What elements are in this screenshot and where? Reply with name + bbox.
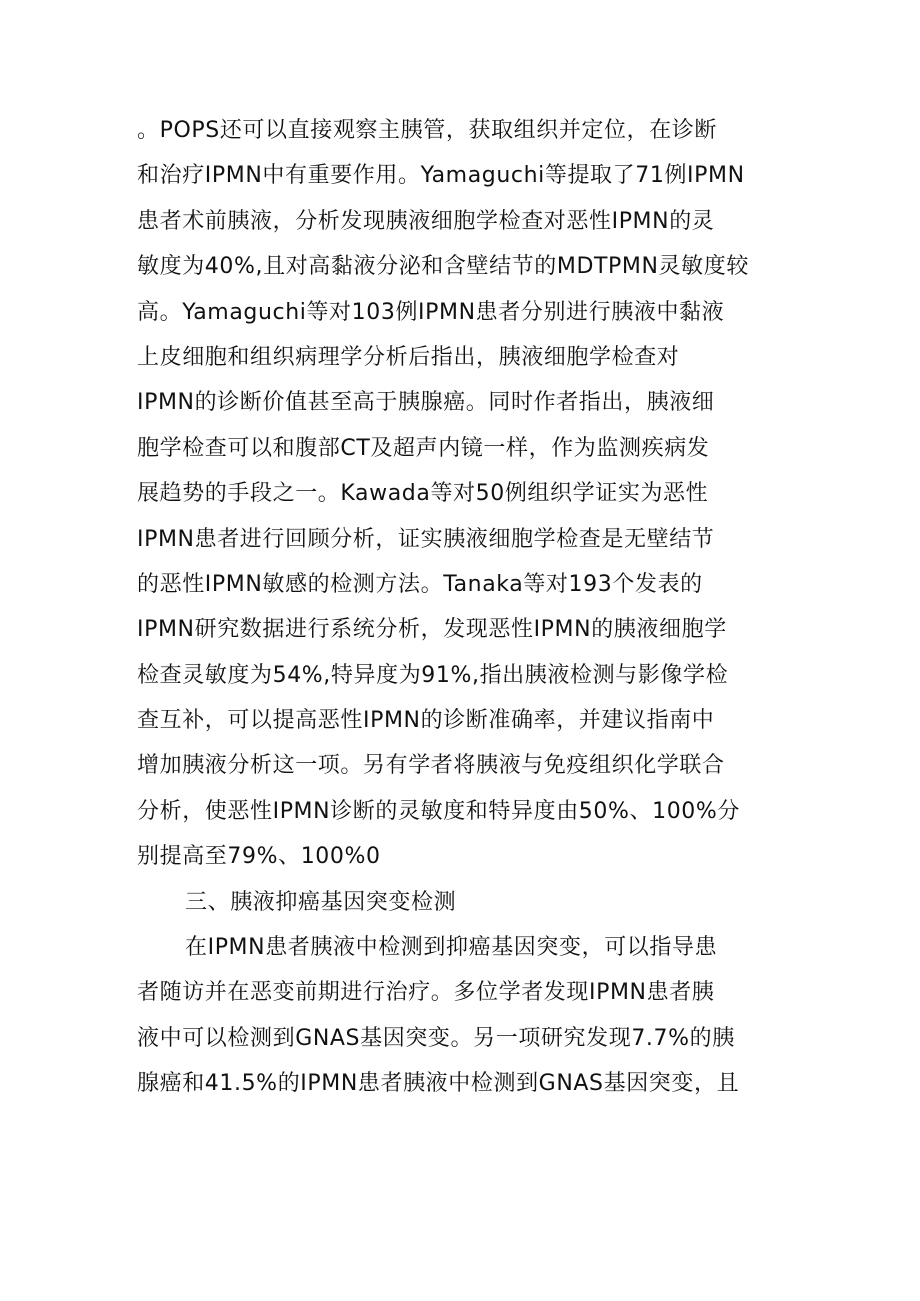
text-line: IPMN患者进行回顾分析，证实胰液细胞学检查是无壁结节 xyxy=(137,526,715,552)
text-line: 和治疗IPMN中有重要作用。Yamaguchi等提取了71例IPMN xyxy=(137,163,745,189)
text-line: 高。Yamaguchi等对103例IPMN患者分别进行胰液中黏液 xyxy=(137,299,725,325)
text-line: 液中可以检测到GNAS基因突变。另一项研究发现7.7%的胰 xyxy=(137,1025,735,1051)
text-line: 增加胰液分析这一项。另有学者将胰液与免疫组织化学联合 xyxy=(137,753,725,779)
text-line: 患者术前胰液，分析发现胰液细胞学检查对恶性IPMN的灵 xyxy=(137,208,715,234)
text-line: 的恶性IPMN敏感的检测方法。Tanaka等对193个发表的 xyxy=(137,571,703,597)
text-line: 上皮细胞和组织病理学分析后指出，胰液细胞学检查对 xyxy=(137,344,680,370)
body-text xyxy=(137,108,787,1107)
text-line: 展趋势的手段之一。Kawada等对50例组织学证实为恶性 xyxy=(137,481,709,507)
text-line: 胞学检查可以和腹部CT及超声内镜一样，作为监测疾病发 xyxy=(137,435,710,461)
section-heading: 三、胰液抑癌基因突变检测 xyxy=(185,889,457,915)
text-line: 别提高至79%、100%0 xyxy=(137,844,381,870)
text-line: 者随访并在恶变前期进行治疗。多位学者发现IPMN患者胰 xyxy=(137,980,715,1006)
text-line: 检查灵敏度为54%,特异度为91%,指出胰液检测与影像学检 xyxy=(137,662,729,688)
text-line: 敏度为40%,且对高黏液分泌和含壁结节的MDTPMN灵敏度较 xyxy=(137,254,749,280)
text-line: 腺癌和41.5%的IPMN患者胰液中检测到GNAS基因突变，且 xyxy=(137,1071,740,1097)
text-line: IPMN研究数据进行系统分析，发现恶性IPMN的胰液细胞学 xyxy=(137,617,727,643)
text-line: 。POPS还可以直接观察主胰管，获取组织并定位，在诊断 xyxy=(137,118,718,143)
text-line: 查互补，可以提高恶性IPMN的诊断准确率，并建议指南中 xyxy=(137,708,715,734)
text-line: IPMN的诊断价值甚至高于胰腺癌。同时作者指出，胰液细 xyxy=(137,390,715,416)
paragraph-first-line: 在IPMN患者胰液中检测到抑癌基因突变，可以指导患 xyxy=(185,935,718,961)
text-line: 分析，使恶性IPMN诊断的灵敏度和特异度由50%、100%分 xyxy=(137,798,740,824)
